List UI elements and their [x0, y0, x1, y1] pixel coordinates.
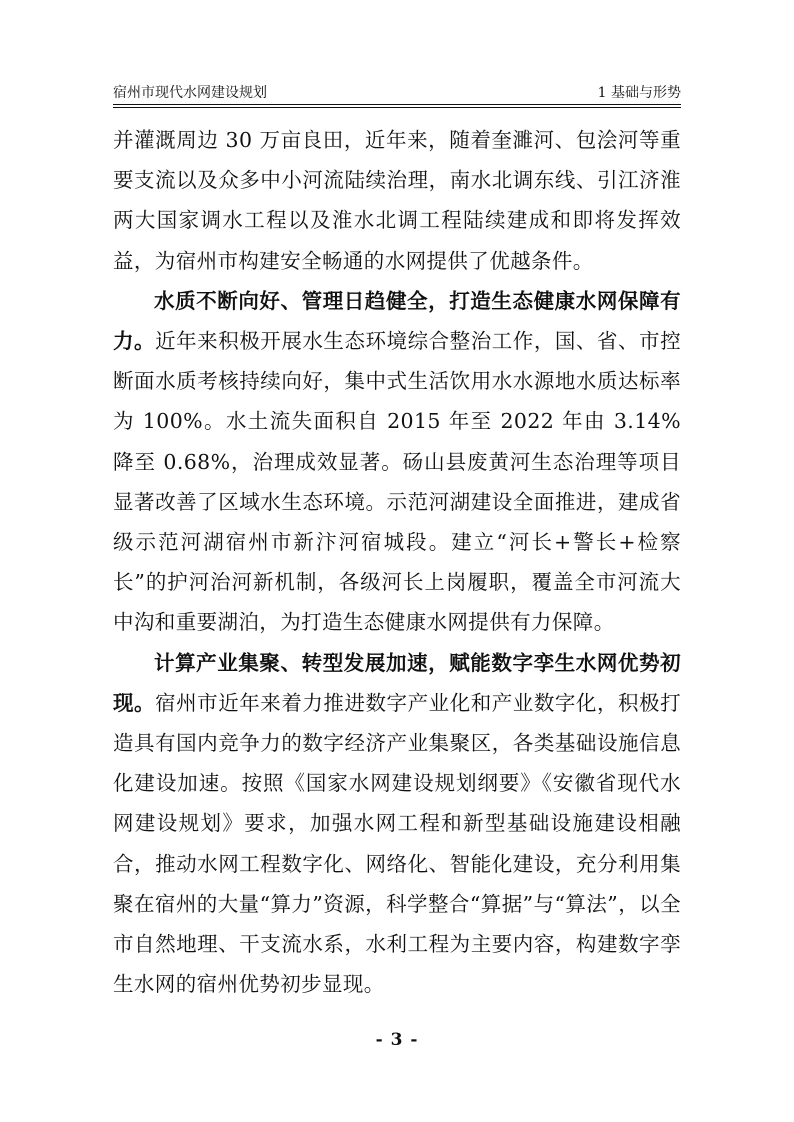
paragraph-text: 宿州市近年来着力推进数字产业化和产业数字化，积极打造具有国内竞争力的数字经济产业集聚区，各类基础设施信息化建设加速。按照《国家水网建设规划纲要》《安徽省现代水网建设规划》要求，加强水网工程和新型基础设施建设相融合，推动水网工程数字化、网络化、智能化建设，充分利用集聚在宿州的大量“算力”资源，科学整合“算据”与“算法”，以全市自然地理、干支流水系，水利工程为主要内容，构建数字孪生水网的宿州优势初步显现。: [113, 690, 681, 997]
paragraph-text: 近年来积极开展水生态环境综合整治工作，国、省、市控断面水质考核持续向好，集中式生活饮用水水源地水质达标率为 100%。水土流失面积自 2015 年至 2022 年由 3.14%降至 0.68%，治理成效显著。砀山县废黄河生态治理等项目显著改善了区域水生态环境。示范河湖建设全面推进，建成省级示范河湖宿州市新汴河宿城段。建立“河长+警长+检察长”的护河治河新机制，各级河长上岗履职，覆盖全市河流大中沟和重要湖泊，为打造生态健康水网提供有力保障。: [113, 329, 681, 635]
header-document-title: 宿州市现代水网建设规划: [113, 85, 267, 101]
page-header: [113, 75, 681, 101]
paragraph-continuation: [113, 120, 681, 281]
paragraph-lead-heading: 水质不断向好、管理日趋健全，打造生态健康水网保障有力。: [113, 288, 681, 354]
paragraph-digital-twin: [113, 643, 681, 1005]
page-number: - 3 -: [375, 1030, 419, 1050]
header-section-title: 1 基础与形势: [597, 85, 681, 101]
paragraph-water-quality: [113, 281, 681, 643]
paragraph-text: 并灌溉周边 30 万亩良田，近年来，随着奎濉河、包浍河等重要支流以及众多中小河流陆续治理，南水北调东线、引江济淮两大国家调水工程以及淮水北调工程陆续建成和即将发挥效益，为宿州市构建安全畅通的水网提供了优越条件。: [113, 128, 681, 273]
paragraph-lead-heading: 计算产业集聚、转型发展加速，赋能数字孪生水网优势初现。: [113, 650, 681, 715]
body-text: [113, 120, 681, 1004]
header-rule-thick: [113, 104, 681, 105]
header-rule-thin: [113, 107, 681, 108]
